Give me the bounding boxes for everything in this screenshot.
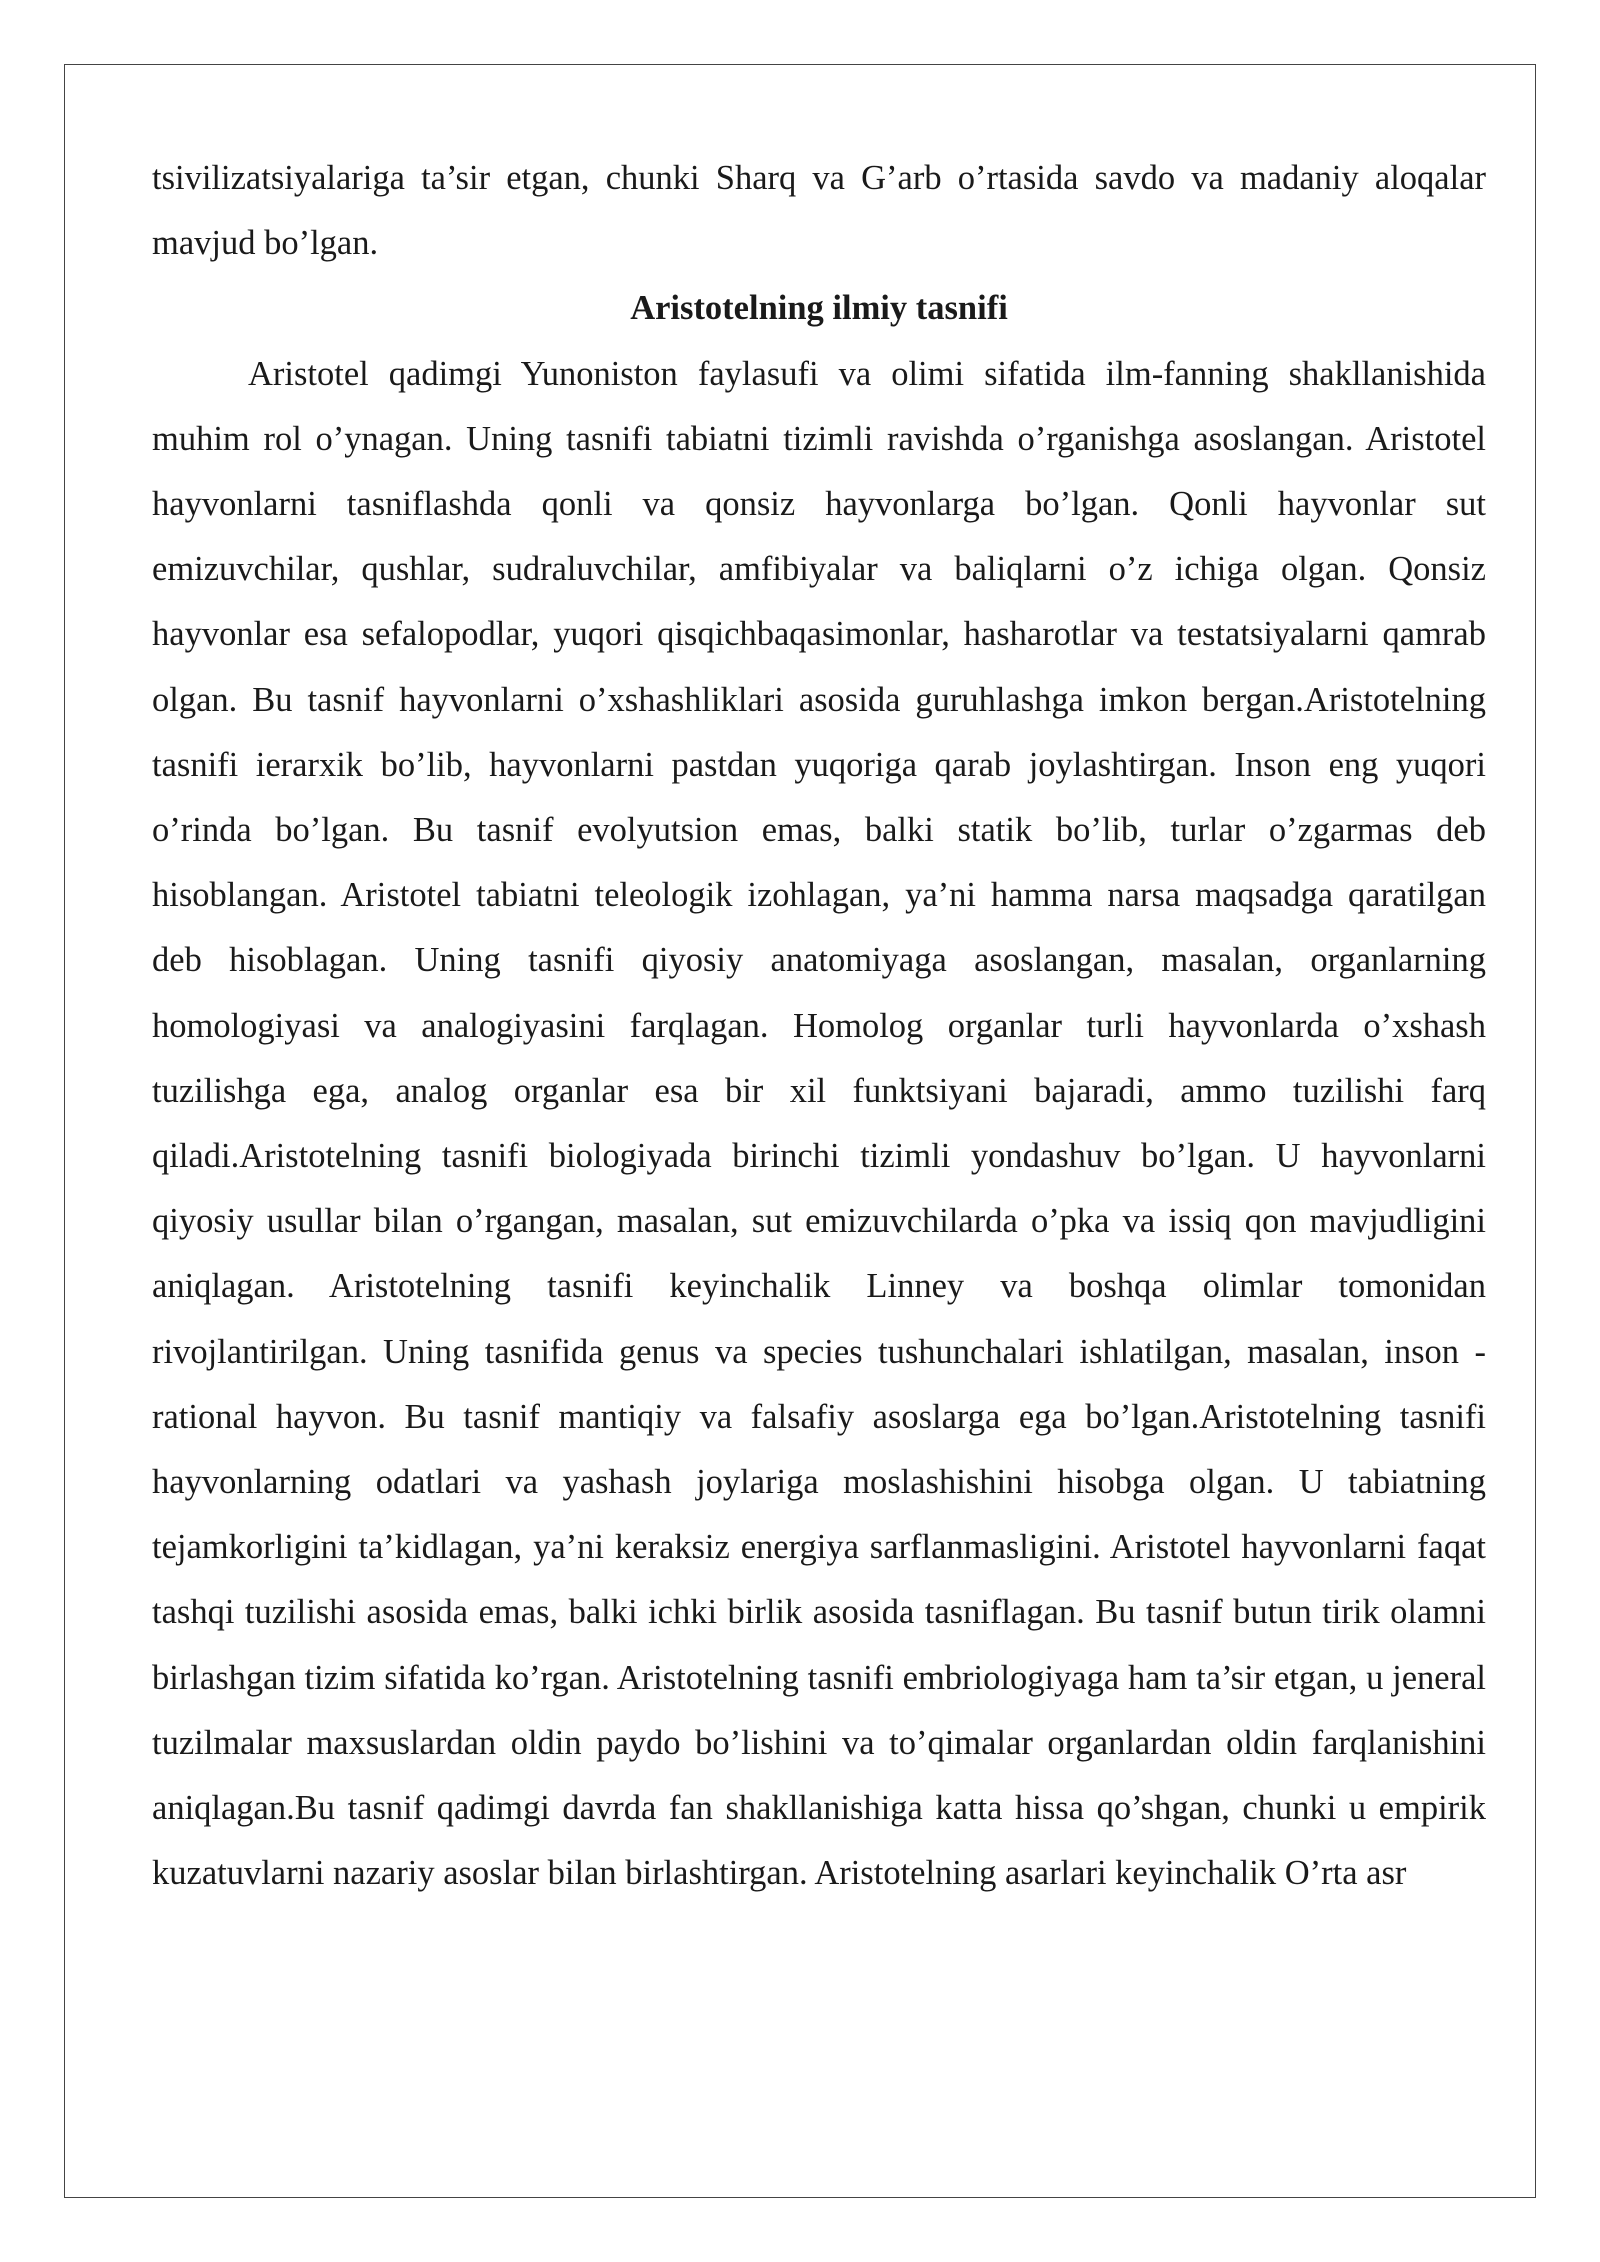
document-body <box>152 146 1486 1906</box>
main-paragraph: Aristotel qadimgi Yunoniston faylasufi va olimi sifatida ilm-fanning shakllanishida muhim rol o’ynagan. Uning tasnifi tabiatni tizimli ravishda o’rganishga asoslangan. Aristotel hayvonlarni tasniflashda qonli va qonsiz hayvonlarga bo’lgan. Qonli hayvonlar sut emizuvchilar, qushlar, sudraluvchilar, amfibiyalar va baliqlarni o’z ichiga olgan. Qonsiz hayvonlar esa sefalopodlar, yuqori qisqichbaqasimonlar, hasharotlar va testatsiyalarni qamrab olgan. Bu tasnif hayvonlarni o’xshashliklari asosida guruhlashga imkon bergan.Aristotelning tasnifi ierarxik bo’lib, hayvonlarni pastdan yuqoriga qarab joylashtirgan. Inson eng yuqori o’rinda bo’lgan. Bu tasnif evolyutsion emas, balki statik bo’lib, turlar o’zgarmas deb hisoblangan. Aristotel tabiatni teleologik izohlagan, ya’ni hamma narsa maqsadga qaratilgan deb hisoblagan. Uning tasnifi qiyosiy anatomiyaga asoslangan, masalan, organlarning homologiyasi va analogiyasini farqlagan. Homolog organlar turli hayvonlarda o’xshash tuzilishga ega, analog organlar esa bir xil funktsiyani bajaradi, ammo tuzilishi farq qiladi.Aristotelning tasnifi biologiyada birinchi tizimli yondashuv bo’lgan. U hayvonlarni qiyosiy usullar bilan o’rgangan, masalan, sut emizuvchilarda o’pka va issiq qon mavjudligini aniqlagan. Aristotelning tasnifi keyinchalik Linney va boshqa olimlar tomonidan rivojlantirilgan. Uning tasnifida genus va species tushunchalari ishlatilgan, masalan, inson - rational hayvon. Bu tasnif mantiqiy va falsafiy asoslarga ega bo’lgan.Aristotelning tasnifi hayvonlarning odatlari va yashash joylariga moslashishini hisobga olgan. U tabiatning tejamkorligini ta’kidlagan, ya’ni keraksiz energiya sarflanmasligini. Aristotel hayvonlarni faqat tashqi tuzilishi asosida emas, balki ichki birlik asosida tasniflagan. Bu tasnif butun tirik olamni birlashgan tizim sifatida ko’rgan. Aristotelning tasnifi embriologiyaga ham ta’sir etgan, u jeneral tuzilmalar maxsuslardan oldin paydo bo’lishini va to’qimalar organlardan oldin farqlanishini aniqlagan.Bu tasnif qadimgi davrda fan shakllanishiga katta hissa qo’shgan, chunki u empirik kuzatuvlarni nazariy asoslar bilan birlashtirgan. Aristotelning asarlari keyinchalik O’rta asr <box>152 354 1486 1893</box>
intro-paragraph: tsivilizatsiyalariga ta’sir etgan, chunki Sharq va G’arb o’rtasida savdo va madaniy aloqalar mavjud bo’lgan. <box>152 159 1486 263</box>
section-heading: Aristotelning ilmiy tasnifi <box>630 289 1008 328</box>
